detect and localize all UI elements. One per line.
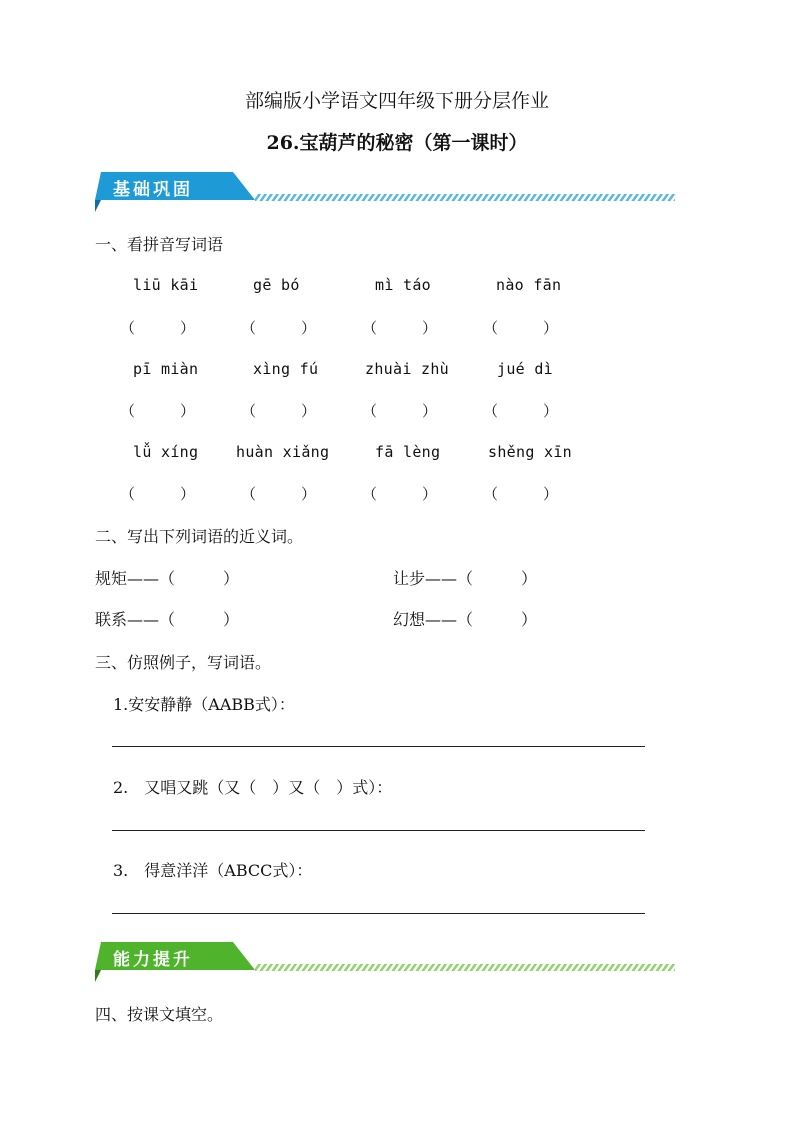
answer-blank[interactable]: （ ） [483,402,559,420]
pinyin: nào fān [496,276,562,294]
word-pattern-item: 1.安安静静（AABB式）： [113,695,295,714]
pinyin: mì táo [375,276,431,294]
answer-line[interactable] [112,913,645,914]
pinyin: liū kāi [133,276,199,294]
synonym-item[interactable]: 幻想——（ ） [393,610,538,629]
page-title: 部编版小学语文四年级下册分层作业 [244,90,549,112]
word-pattern-item: 3. 得意洋洋（ABCC式）： [113,861,313,880]
answer-blank[interactable]: （ ） [120,402,196,420]
pinyin: zhuài zhù [365,360,449,378]
answer-blank[interactable]: （ ） [241,319,317,337]
section-label-basic: 基础巩固 [113,180,193,200]
pinyin: lǚ xíng [133,443,199,461]
lesson-subtitle: 26.宝葫芦的秘密（第一课时） [266,132,528,154]
pinyin: fā lèng [375,443,441,461]
answer-line[interactable] [112,830,645,831]
question-4-title: 四、按课文填空。 [95,1005,224,1024]
synonym-item[interactable]: 规矩——（ ） [95,569,240,588]
answer-blank[interactable]: （ ） [362,402,438,420]
section-banner-advanced [95,940,675,982]
synonym-item[interactable]: 联系——（ ） [95,610,240,629]
question-3-title: 三、仿照例子，写词语。 [95,653,272,672]
pinyin: pī miàn [133,360,199,378]
pinyin: gē bó [253,276,300,294]
answer-blank[interactable]: （ ） [483,485,559,503]
answer-blank[interactable]: （ ） [120,485,196,503]
question-1-title: 一、看拼音写词语 [95,235,224,254]
pinyin: shěng xīn [488,443,572,461]
answer-blank[interactable]: （ ） [483,319,559,337]
answer-blank[interactable]: （ ） [241,485,317,503]
pinyin: xìng fú [253,360,319,378]
word-pattern-item: 2. 又唱又跳（又（ ）又（ ）式）： [113,778,393,797]
answer-blank[interactable]: （ ） [362,319,438,337]
synonym-item[interactable]: 让步——（ ） [393,569,538,588]
answer-blank[interactable]: （ ） [120,319,196,337]
pinyin: jué dì [497,360,553,378]
answer-line[interactable] [112,746,645,747]
pinyin: huàn xiǎng [236,443,330,461]
answer-blank[interactable]: （ ） [241,402,317,420]
question-2-title: 二、写出下列词语的近义词。 [95,527,304,546]
answer-blank[interactable]: （ ） [362,485,438,503]
section-label-advanced: 能力提升 [113,950,193,970]
section-banner-basic [95,170,675,212]
